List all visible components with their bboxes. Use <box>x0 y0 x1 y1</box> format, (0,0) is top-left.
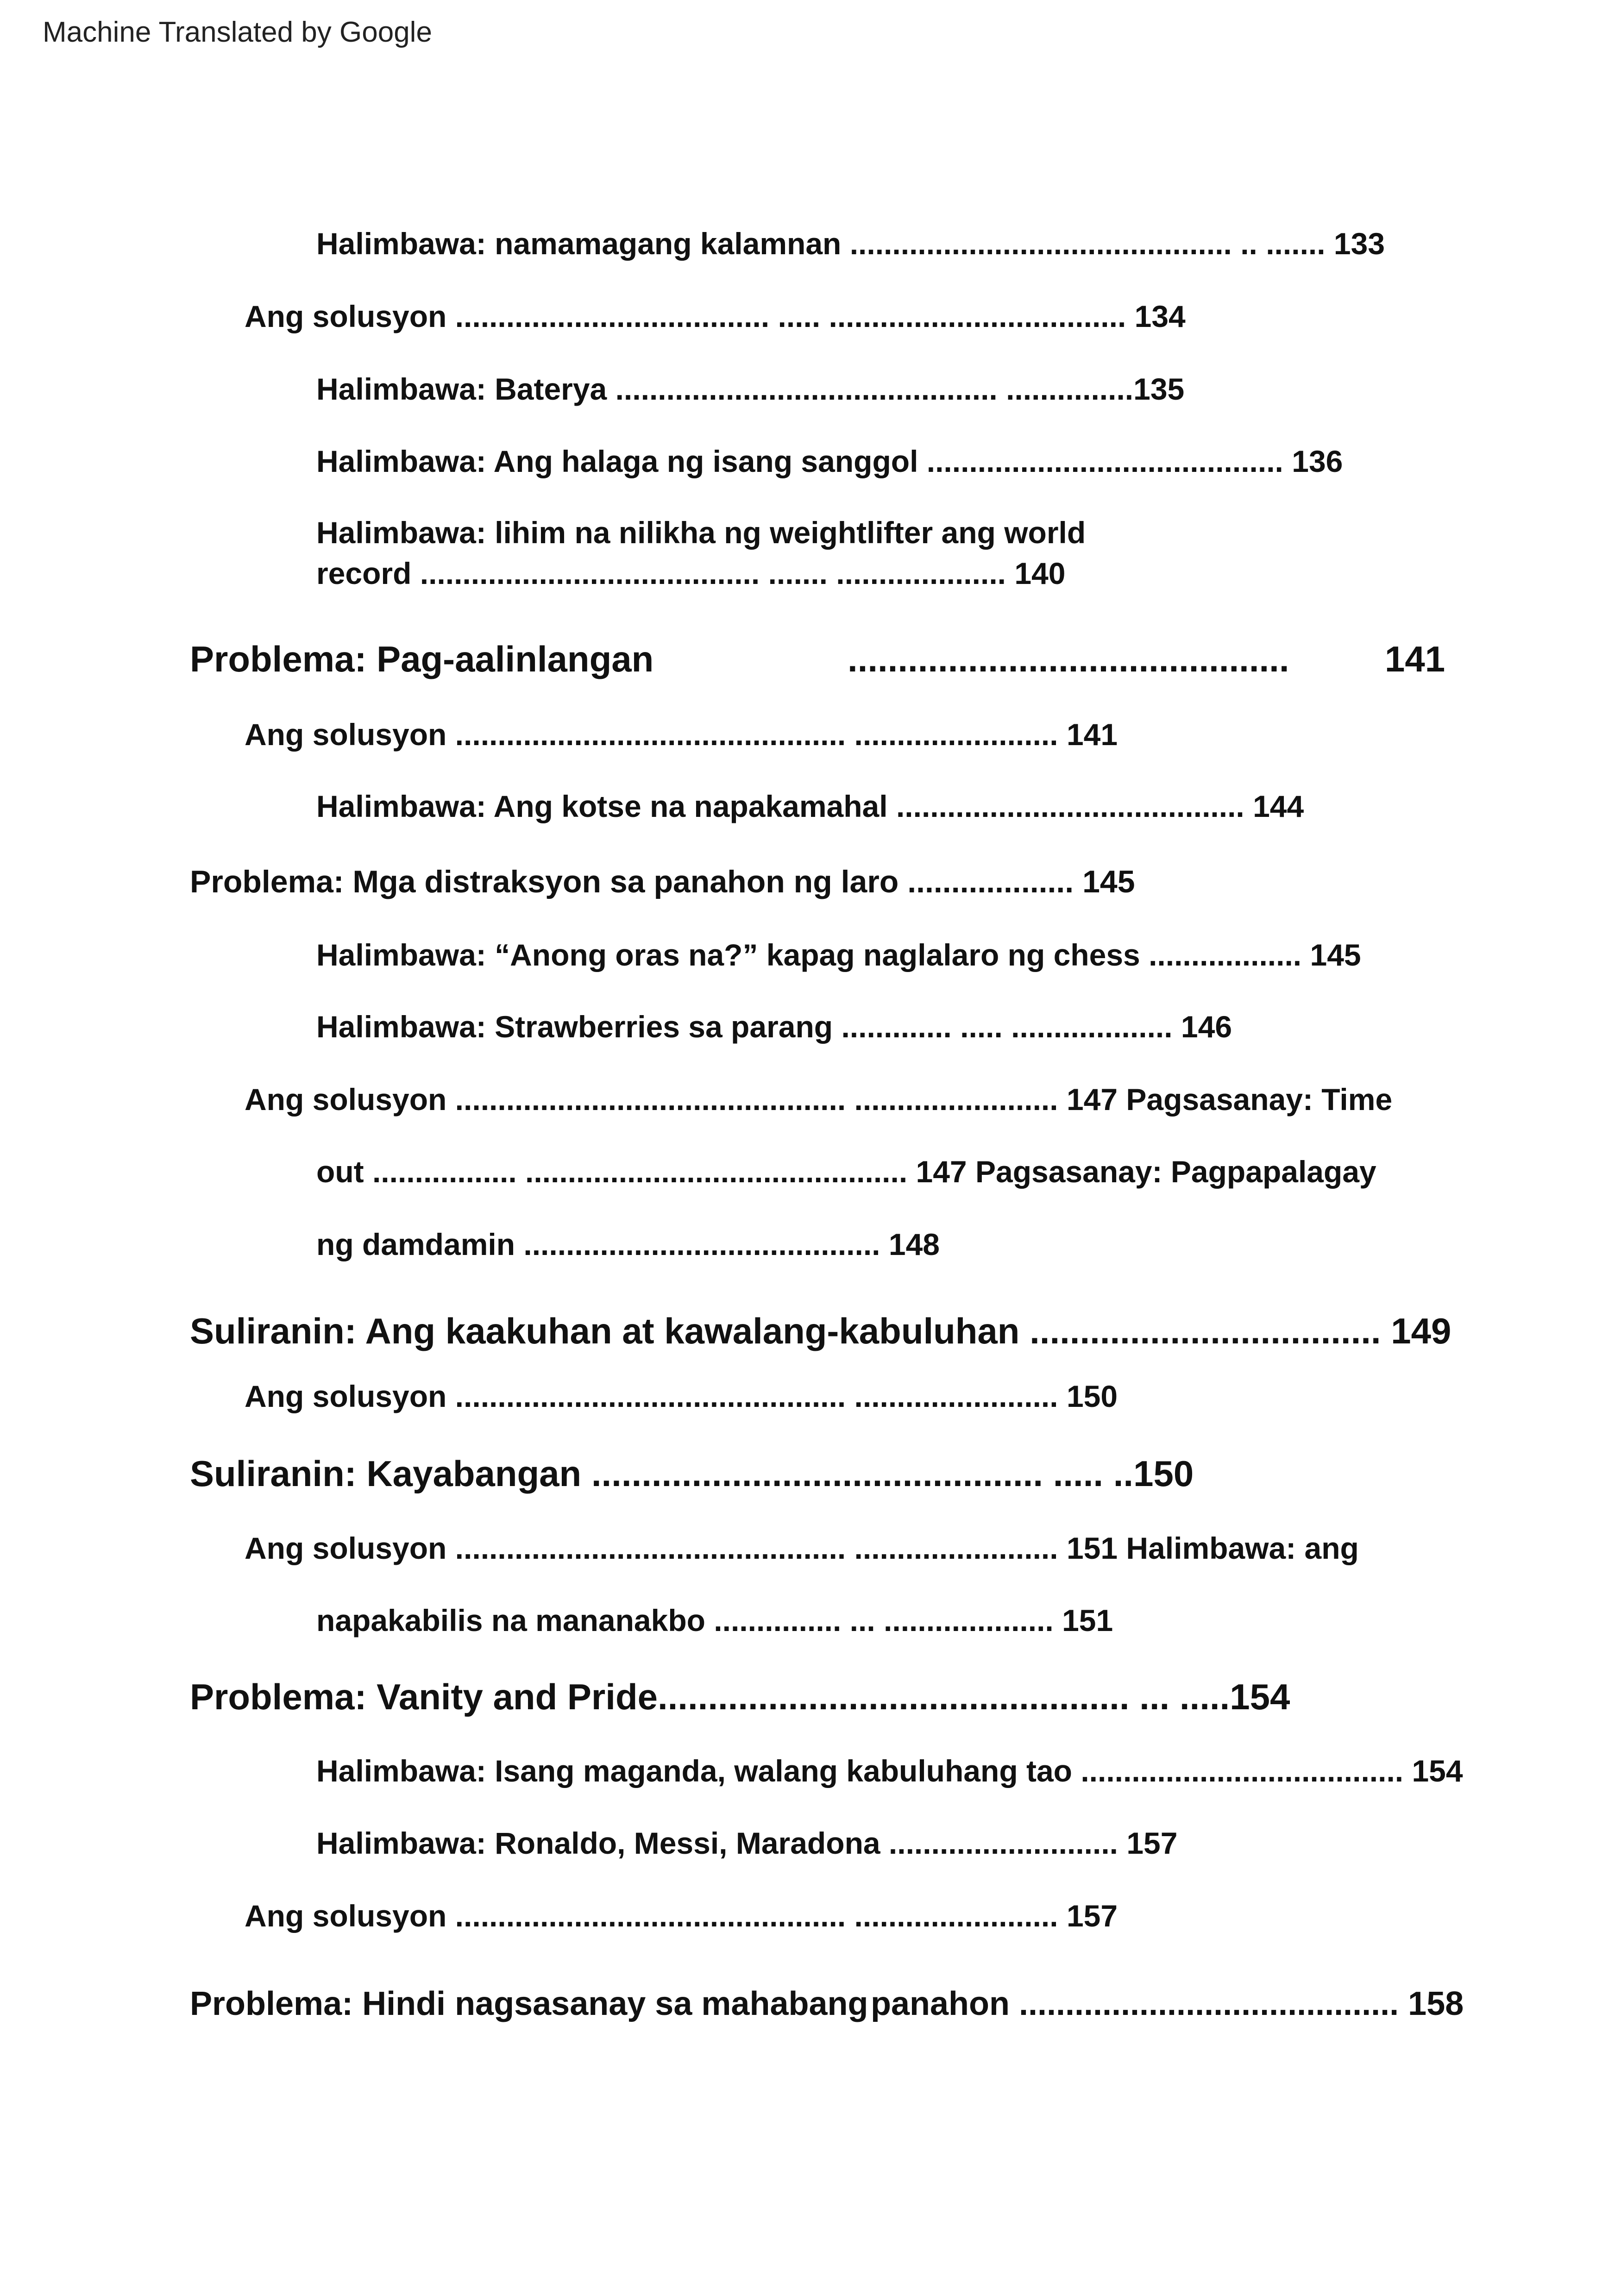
toc-entry[interactable]: Ang solusyon .............................................. ........................ 151 Halimbawa: ang <box>245 1531 1359 1565</box>
toc-heading-kayabangan[interactable]: Suliranin: Kayabangan ............................................. ..... ..150 <box>190 1453 1194 1494</box>
toc-heading-pag-aalinlangan[interactable]: Problema: Pag-aalinlangan <box>190 639 654 679</box>
toc-entry[interactable]: Ang solusyon .............................................. ........................ 141 <box>245 717 1118 752</box>
toc-entry-continued[interactable]: out ................. ............................................. 147 Pagsasanay: Pagpapalagay <box>316 1154 1376 1189</box>
toc-page-number: 141 <box>1385 639 1445 679</box>
toc-entry[interactable]: Ang solusyon .............................................. ........................ 147 Pagsasanay: Time <box>245 1082 1393 1117</box>
toc-heading-continued[interactable]: panahon ......................................... 158 <box>871 1985 1464 2022</box>
toc-entry[interactable]: Halimbawa: Isang maganda, walang kabuluhang tao ...................................... 154 <box>316 1754 1463 1788</box>
toc-entry[interactable]: Halimbawa: Baterya ............................................. ...............135 <box>316 372 1185 406</box>
toc-entry[interactable]: Halimbawa: namamagang kalamnan ............................................. .. ....... 133 <box>316 226 1385 261</box>
toc-entry-continued[interactable]: napakabilis na mananakbo ............... ... .................... 151 <box>316 1603 1113 1637</box>
toc-entry[interactable]: Halimbawa: Ronaldo, Messi, Maradona ........................... 157 <box>316 1826 1178 1860</box>
toc-entry-continued[interactable]: record ........................................ ....... .................... 140 <box>316 556 1066 590</box>
toc-entry[interactable]: Halimbawa: Ang halaga ng isang sanggol .......................................... 136 <box>316 444 1343 478</box>
toc-heading-distraksyon[interactable]: Problema: Mga distraksyon sa panahon ng laro ................... 145 <box>190 864 1135 899</box>
toc-heading-hindi-nagsasanay[interactable]: Problema: Hindi nagsasanay sa mahabang <box>190 1985 868 2022</box>
toc-entry[interactable]: Ang solusyon ..................................... ..... ................................... 134 <box>245 299 1186 333</box>
toc-entry[interactable]: Halimbawa: Strawberries sa parang ............. ..... ................... 146 <box>316 1010 1232 1044</box>
toc-entry-continued[interactable]: ng damdamin .......................................... 148 <box>316 1227 940 1261</box>
toc-entry[interactable]: Halimbawa: Ang kotse na napakamahal ......................................... 144 <box>316 789 1304 823</box>
toc-leader-dots: ............................................ <box>848 639 1289 679</box>
page-header: Machine Translated by Google <box>43 16 432 48</box>
toc-entry[interactable]: Ang solusyon .............................................. ........................ 150 <box>245 1379 1118 1413</box>
toc-entry[interactable]: Halimbawa: lihim na nilikha ng weightlifter ang world <box>316 515 1086 550</box>
toc-entry[interactable]: Halimbawa: “Anong oras na?” kapag naglalaro ng chess .................. 145 <box>316 938 1361 972</box>
toc-entry[interactable]: Ang solusyon .............................................. ........................ 157 <box>245 1899 1118 1933</box>
toc-heading-vanity[interactable]: Problema: Vanity and Pride............................................... ... .....154 <box>190 1676 1290 1717</box>
toc-heading-kaakuhan[interactable]: Suliranin: Ang kaakuhan at kawalang-kabuluhan ................................... 149 <box>190 1311 1451 1351</box>
